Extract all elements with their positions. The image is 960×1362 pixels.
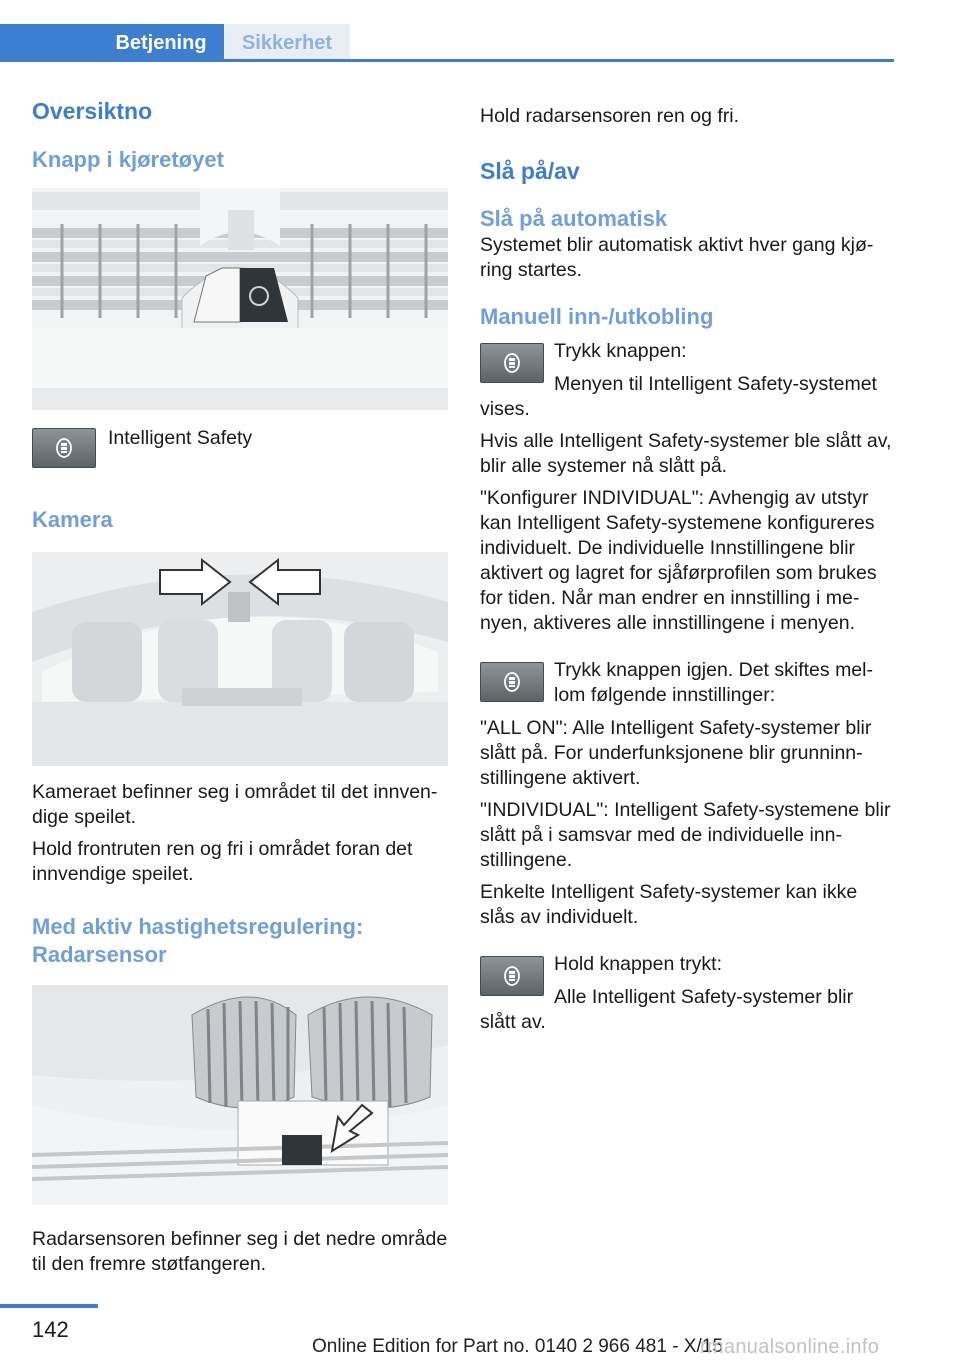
press-again-text: Trykk knappen igjen. Det skiftes mellom følgende innstillinger:: [554, 659, 873, 706]
grille-button-figure: [32, 188, 448, 410]
safety-shield-icon: [503, 965, 521, 987]
button-icon-hold: [480, 956, 544, 996]
button-icon-press: [480, 343, 544, 383]
safety-shield-icon: [55, 437, 73, 459]
edition-text: Online Edition for Part no. 0140 2 966 481 - X/15: [312, 1336, 723, 1357]
radar-location-text: Radarsensoren befinner seg i det nedre område til den fremre støtfangeren.: [32, 1228, 448, 1275]
radar-figure: [32, 985, 448, 1205]
hold-button-block: [480, 952, 894, 1035]
all-off-text: Hvis alle Intelligent Safety-systemer ble slått av, blir alle systemer nå slått på.: [480, 430, 892, 477]
grille-illustration: [32, 188, 448, 410]
camera-clean-text: Hold frontruten ren og fri i området foran det innvendige speilet.: [32, 838, 413, 885]
left-column: [32, 96, 448, 1277]
intelligent-safety-label: Intelligent Safety: [108, 427, 253, 449]
section-heading: Oversiktno: [32, 98, 153, 124]
watermark: rmanualsonline.info: [700, 1336, 880, 1358]
section-heading-onoff: Slå på/av: [480, 158, 580, 184]
page-number: 142: [32, 1317, 69, 1342]
press-button-text: Trykk knappen:: [554, 340, 687, 362]
intelligent-safety-icon-row: [32, 428, 448, 468]
hold-button-text: Hold knappen trykt:: [554, 953, 723, 975]
button-icon-press-again: [480, 662, 544, 702]
subheading-radar: Med aktiv hastighetsregulering: Radarsensor: [32, 914, 364, 967]
camera-interior-illustration: [32, 552, 448, 766]
configure-individual-text: "Konfigurer INDIVIDUAL": Avhengig av utstyr kan Intelligent Safety-systemene konfigureres individuelt. De individuelle Innstillingene blir aktivert og lagret for sjåførprofilen som brukes for tiden. Når man endrer en innstilling i menyen, aktiveres alle innstillingene i menyen.: [480, 487, 877, 634]
chapter-tabbar: [0, 24, 894, 62]
safety-shield-icon: [503, 352, 521, 374]
tab-betjening[interactable]: Betjening: [98, 24, 224, 62]
radar-bumper-illustration: [32, 985, 448, 1205]
subheading-button: Knapp i kjøretøyet: [32, 147, 224, 172]
individual-text: "INDIVIDUAL": Intelligent Safety-systemene blir slått på i samsvar med de individuelle innstillingene.: [480, 799, 891, 871]
camera-figure: [32, 552, 448, 766]
menu-shown-text: Menyen til Intelligent Safety-systemet vises.: [480, 373, 877, 420]
subheading-auto: Slå på automatisk: [480, 206, 668, 231]
auto-text: Systemet blir automatisk aktivt hver gang kjøring startes.: [480, 234, 874, 281]
press-again-block: [480, 658, 894, 708]
safety-shield-icon: [503, 671, 521, 693]
subheading-camera: Kamera: [32, 507, 113, 532]
cannot-disable-text: Enkelte Intelligent Safety-systemer kan ikke slås av individuelt.: [480, 881, 858, 928]
footer-accent-line: [0, 1304, 98, 1308]
radar-clean-text: Hold radarsensoren ren og fri.: [480, 105, 740, 127]
tab-sikkerhet[interactable]: Sikkerhet: [224, 24, 350, 62]
press-button-block: [480, 339, 894, 422]
right-column: [480, 96, 894, 1035]
all-disabled-text: Alle Intelligent Safety-systemer blir slått av.: [480, 986, 854, 1033]
intelligent-safety-button-icon: [32, 428, 96, 468]
subheading-manual: Manuell inn-/utkobling: [480, 304, 714, 329]
camera-location-text: Kameraet befinner seg i området til det innvendige speilet.: [32, 781, 438, 828]
all-on-text: "ALL ON": Alle Intelligent Safety-systemer blir slått på. For underfunksjonene blir grunninnstillingene aktivert.: [480, 717, 872, 789]
